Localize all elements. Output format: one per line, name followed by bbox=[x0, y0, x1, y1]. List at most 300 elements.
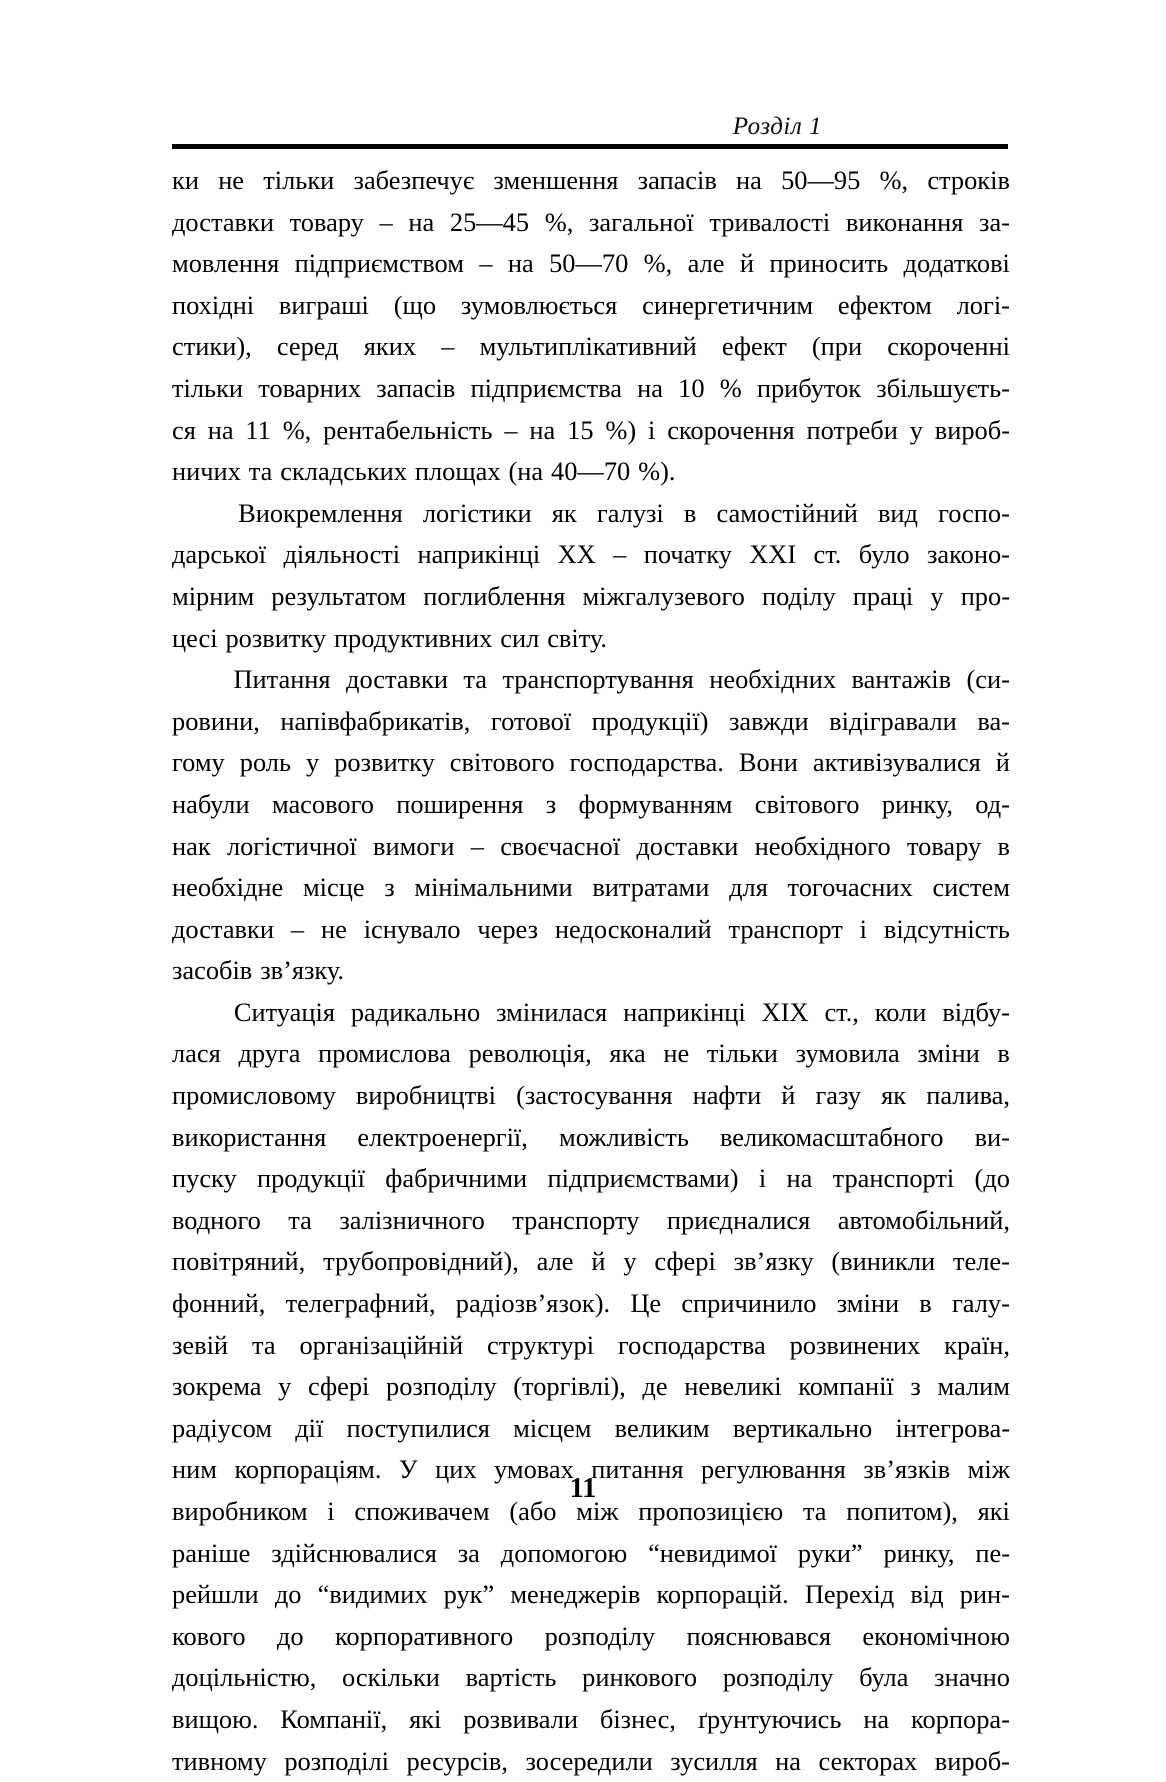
word: (що bbox=[393, 289, 437, 320]
word: на bbox=[736, 165, 762, 195]
word: великим bbox=[614, 1412, 710, 1443]
word: рук” bbox=[443, 1579, 495, 1610]
text-line bbox=[172, 1200, 1010, 1242]
word: вантажів bbox=[851, 664, 952, 695]
word: на bbox=[507, 248, 534, 279]
word: в bbox=[997, 830, 1010, 861]
word: друга bbox=[238, 1038, 301, 1069]
word: ровини, bbox=[172, 705, 260, 736]
word: з bbox=[384, 872, 395, 903]
word: розподілу bbox=[544, 1620, 656, 1651]
word: до bbox=[276, 1620, 304, 1651]
word: кового bbox=[172, 1620, 246, 1651]
word: галузі bbox=[596, 497, 664, 528]
word: своєчасної bbox=[500, 830, 621, 861]
word: XXI bbox=[749, 539, 797, 570]
word: од- bbox=[975, 788, 1010, 819]
word: дарської bbox=[172, 539, 267, 570]
word: рин- bbox=[959, 1579, 1010, 1610]
word: набули bbox=[172, 788, 250, 819]
word: економічною bbox=[862, 1620, 1010, 1651]
word: як bbox=[551, 497, 577, 528]
word: товарних bbox=[258, 372, 362, 403]
word: Ситуація bbox=[233, 996, 335, 1027]
word: промисловому bbox=[172, 1080, 336, 1111]
word: й bbox=[739, 248, 754, 279]
word: продукції) bbox=[591, 705, 709, 736]
word: від bbox=[910, 1579, 944, 1610]
word: необхідного bbox=[754, 830, 891, 861]
word: транспорті bbox=[832, 1163, 955, 1194]
word: тивному bbox=[172, 1745, 267, 1776]
word: розвитку bbox=[225, 622, 327, 653]
text-line bbox=[172, 202, 1010, 244]
word: в bbox=[919, 1288, 932, 1319]
text-line bbox=[172, 410, 1010, 452]
word: Виокремлення bbox=[238, 497, 403, 528]
text-line bbox=[172, 1117, 1010, 1159]
word: руки” bbox=[797, 1537, 863, 1568]
word: доставки bbox=[172, 206, 274, 237]
word: приносить bbox=[769, 248, 889, 279]
word: вид bbox=[877, 497, 918, 528]
word: (виникли bbox=[831, 1246, 936, 1277]
word: менеджерів bbox=[510, 1579, 641, 1610]
word: та bbox=[251, 1329, 276, 1360]
word: повітряний, bbox=[172, 1246, 306, 1277]
word: вартість bbox=[465, 1662, 557, 1693]
word: зв’язку. bbox=[260, 955, 345, 986]
word: попитом), bbox=[846, 1496, 958, 1526]
text-line bbox=[172, 867, 1010, 909]
word: до bbox=[274, 1579, 302, 1610]
word: зменшення bbox=[493, 165, 619, 195]
word: тільки bbox=[172, 372, 244, 403]
word: у bbox=[623, 1246, 637, 1277]
word: (на bbox=[508, 456, 544, 487]
text-line bbox=[172, 784, 1010, 826]
text-line bbox=[172, 1408, 1010, 1450]
word: %) bbox=[605, 414, 637, 445]
word: зусилля bbox=[670, 1745, 758, 1776]
paragraph bbox=[172, 992, 1010, 1782]
word: Компанії, bbox=[280, 1703, 388, 1734]
word: розподілу bbox=[722, 1662, 834, 1693]
word: тогочасних bbox=[787, 872, 913, 903]
word: лася bbox=[172, 1038, 221, 1069]
word: не bbox=[218, 165, 245, 195]
word: на bbox=[529, 414, 556, 445]
word: гому bbox=[172, 747, 225, 778]
word: фабричними bbox=[385, 1163, 528, 1194]
word: місце bbox=[302, 872, 365, 903]
text-line bbox=[172, 493, 1010, 535]
word: мірним bbox=[172, 580, 255, 611]
text-line bbox=[172, 326, 1010, 368]
word: діяльності bbox=[283, 539, 401, 570]
word: нак bbox=[172, 830, 211, 861]
word: вертикально bbox=[732, 1412, 873, 1443]
word: ва- bbox=[977, 705, 1010, 736]
word: для bbox=[729, 872, 768, 903]
word: ки bbox=[172, 165, 199, 195]
word: корпоративного bbox=[334, 1620, 514, 1651]
word: була bbox=[859, 1662, 909, 1693]
word: які bbox=[409, 1703, 442, 1734]
word: де bbox=[642, 1371, 668, 1402]
paragraph bbox=[172, 659, 1010, 992]
word: галу- bbox=[951, 1288, 1010, 1319]
word: логістики bbox=[422, 497, 532, 528]
word: 50—95 bbox=[781, 165, 861, 195]
word: про- bbox=[960, 580, 1010, 611]
word: запасів bbox=[376, 372, 456, 403]
paragraph bbox=[172, 493, 1010, 659]
word: (або bbox=[509, 1496, 557, 1526]
word: в bbox=[997, 1038, 1010, 1069]
word: законо- bbox=[927, 539, 1010, 570]
word: збільшуєть- bbox=[876, 372, 1010, 403]
word: (торгівлі), bbox=[513, 1371, 626, 1402]
word: розвинених bbox=[789, 1329, 921, 1360]
word: зевій bbox=[172, 1329, 229, 1360]
word: формуванням bbox=[578, 788, 733, 819]
word: з bbox=[545, 788, 557, 819]
word: виробництві bbox=[355, 1080, 496, 1111]
word: допомогою bbox=[500, 1537, 628, 1568]
word: структурі bbox=[487, 1329, 595, 1360]
word: світового bbox=[754, 788, 860, 819]
word: зосередили bbox=[525, 1745, 653, 1776]
word: зумовила bbox=[795, 1038, 900, 1069]
word: з bbox=[910, 1371, 921, 1402]
word: відігравали bbox=[829, 705, 957, 736]
word: – bbox=[613, 539, 627, 570]
text-line bbox=[172, 1241, 1010, 1283]
text-line bbox=[172, 909, 1010, 951]
word: витратами bbox=[592, 872, 710, 903]
word: існувало bbox=[363, 913, 461, 944]
text-line bbox=[172, 701, 1010, 743]
word: продуктивних bbox=[333, 622, 493, 653]
word: 10 bbox=[678, 372, 705, 403]
word: приєдналися bbox=[666, 1204, 811, 1235]
word: палива, bbox=[926, 1080, 1010, 1111]
word: розвитку bbox=[334, 747, 435, 778]
word: виграші bbox=[278, 289, 369, 320]
word: вимоги bbox=[373, 830, 455, 861]
word: XIX bbox=[761, 996, 809, 1027]
word: доставки bbox=[346, 664, 448, 695]
word: пуску bbox=[172, 1163, 237, 1194]
word: ст. bbox=[813, 539, 842, 570]
word: революція, bbox=[468, 1038, 592, 1069]
text-line bbox=[172, 1699, 1010, 1741]
word: товару bbox=[906, 830, 982, 861]
word: інтегрова- bbox=[895, 1412, 1010, 1443]
word: прибуток bbox=[756, 372, 862, 403]
word: водного bbox=[172, 1204, 261, 1235]
word: пояснювався bbox=[686, 1620, 831, 1651]
word: ринку, bbox=[881, 788, 953, 819]
word: ефект bbox=[721, 331, 787, 362]
word: ґрунтуючись bbox=[697, 1703, 842, 1734]
text-line bbox=[172, 1158, 1010, 1200]
word: рентабельність bbox=[323, 414, 493, 445]
word: теле- bbox=[953, 1246, 1010, 1277]
word: %, bbox=[544, 206, 574, 237]
word: ефектом bbox=[837, 289, 932, 320]
word: Питання bbox=[233, 664, 331, 695]
word: масового bbox=[271, 788, 374, 819]
word: цих bbox=[435, 1454, 477, 1485]
word: логі- bbox=[956, 289, 1010, 320]
word: на bbox=[207, 414, 234, 445]
word: доставки bbox=[172, 913, 274, 944]
word: господарства. bbox=[569, 747, 724, 778]
word: площах bbox=[414, 456, 501, 487]
word: поглиблення bbox=[423, 580, 566, 611]
word: спричинило bbox=[681, 1288, 817, 1319]
word: радикально bbox=[350, 996, 481, 1027]
word: необхідне bbox=[172, 872, 284, 903]
word: у bbox=[306, 747, 320, 778]
word: не bbox=[663, 1038, 690, 1069]
word: у bbox=[278, 1371, 292, 1402]
word: не bbox=[320, 913, 347, 944]
word: господарства bbox=[617, 1329, 766, 1360]
word: логістичної bbox=[226, 830, 357, 861]
word: товару bbox=[289, 206, 364, 237]
word: 11 bbox=[245, 414, 271, 445]
word: газу bbox=[815, 1080, 862, 1111]
word: наприкінці bbox=[623, 996, 746, 1027]
word: умовах bbox=[494, 1454, 574, 1485]
word: похідні bbox=[172, 289, 255, 320]
word: транспорт bbox=[728, 913, 843, 944]
word: зумовлюється bbox=[460, 289, 618, 320]
word: і bbox=[648, 414, 656, 445]
word: %, bbox=[879, 165, 909, 195]
text-line bbox=[172, 1657, 1010, 1699]
word: раніше bbox=[172, 1537, 251, 1568]
word: – bbox=[470, 830, 484, 861]
word: вироб- bbox=[934, 414, 1010, 445]
word: малим bbox=[937, 1371, 1010, 1402]
word: – bbox=[441, 331, 455, 362]
word: корпора- bbox=[911, 1703, 1010, 1734]
word: %, bbox=[643, 248, 673, 279]
word: – bbox=[479, 248, 493, 279]
word: початку bbox=[643, 539, 732, 570]
word: результатом bbox=[271, 580, 407, 611]
word: ринку, bbox=[883, 1537, 955, 1568]
text-line bbox=[172, 618, 1010, 660]
word: ринкового bbox=[582, 1662, 698, 1693]
word: ним bbox=[172, 1454, 217, 1485]
word: корпораціям. bbox=[234, 1454, 382, 1485]
word: “невидимої bbox=[648, 1537, 777, 1568]
paragraph bbox=[172, 160, 1010, 493]
word: складських bbox=[280, 456, 407, 487]
word: тільки bbox=[706, 1038, 778, 1069]
word: ст., bbox=[824, 996, 859, 1027]
word: стики), bbox=[172, 331, 252, 362]
word: міжгалузевого bbox=[582, 580, 745, 611]
word: великомасштабного bbox=[720, 1121, 944, 1152]
word: вироб- bbox=[934, 1745, 1010, 1776]
word: дії bbox=[295, 1412, 324, 1443]
word: потреби bbox=[806, 414, 898, 445]
word: мультиплікативний bbox=[479, 331, 697, 362]
word: промислова bbox=[318, 1038, 451, 1069]
text-line bbox=[172, 742, 1010, 784]
page-number: 11 bbox=[569, 1473, 597, 1504]
word: фонний, bbox=[172, 1288, 266, 1319]
word: доставки bbox=[636, 830, 739, 861]
text-line bbox=[172, 1325, 1010, 1367]
word: й bbox=[591, 1246, 606, 1277]
word: запасів bbox=[637, 165, 717, 195]
word: – bbox=[504, 414, 518, 445]
word: У bbox=[398, 1454, 418, 1485]
word: розподілі bbox=[284, 1745, 389, 1776]
word: значно bbox=[934, 1662, 1010, 1693]
word: завжди bbox=[729, 705, 809, 736]
word: на bbox=[637, 372, 663, 403]
word: та bbox=[463, 664, 487, 695]
word: підприємствами) bbox=[547, 1163, 739, 1194]
text-line bbox=[172, 1741, 1010, 1782]
word: і bbox=[859, 913, 868, 944]
word: транспорту bbox=[512, 1204, 640, 1235]
text-line bbox=[172, 950, 1010, 992]
word: госпо- bbox=[938, 497, 1010, 528]
text-line bbox=[172, 1033, 1010, 1075]
word: ничих bbox=[172, 456, 241, 487]
word: розвивали bbox=[463, 1703, 579, 1734]
header-rule bbox=[172, 144, 1008, 149]
word: країн, bbox=[944, 1329, 1010, 1360]
word: але bbox=[687, 248, 725, 279]
word: тривалості bbox=[709, 206, 831, 237]
word: готової bbox=[490, 705, 572, 736]
word: зокрема bbox=[172, 1371, 262, 1402]
text-line bbox=[172, 534, 1010, 576]
word: – bbox=[290, 913, 305, 944]
text-line bbox=[172, 451, 1010, 493]
word: у bbox=[909, 414, 923, 445]
word: зміни bbox=[917, 1038, 980, 1069]
word: засобів bbox=[172, 955, 253, 986]
word: споживачем bbox=[354, 1496, 490, 1526]
word: телеграфний, bbox=[285, 1288, 436, 1319]
word: підприємства bbox=[470, 372, 622, 403]
word: серед bbox=[276, 331, 339, 362]
word: активізувалися bbox=[812, 747, 981, 778]
word: зміни bbox=[836, 1288, 900, 1319]
word: використання bbox=[172, 1121, 327, 1152]
word: нафти bbox=[692, 1080, 762, 1111]
word: пропозицією bbox=[638, 1496, 784, 1526]
word: за- bbox=[979, 206, 1010, 237]
word: систем bbox=[932, 872, 1010, 903]
word: радіусом bbox=[172, 1412, 272, 1443]
word: коли bbox=[874, 996, 927, 1027]
word: Перехід bbox=[804, 1579, 895, 1610]
word: поступилися bbox=[346, 1412, 490, 1443]
word: світу. bbox=[547, 622, 608, 653]
word: забезпечує bbox=[353, 165, 475, 195]
word: трубопровідний), bbox=[323, 1246, 519, 1277]
word: бізнес, bbox=[599, 1703, 676, 1734]
word: тільки bbox=[263, 165, 335, 195]
text-line bbox=[172, 243, 1010, 285]
word: та bbox=[248, 456, 273, 487]
word: цесі bbox=[172, 622, 218, 653]
word: між bbox=[576, 1496, 619, 1526]
word: % bbox=[719, 372, 742, 403]
running-header bbox=[172, 112, 1008, 149]
word: наприкінці bbox=[417, 539, 541, 570]
word: %). bbox=[638, 456, 676, 487]
word: через bbox=[477, 913, 539, 944]
word: напівфабрикатів, bbox=[280, 705, 471, 736]
word: регулювання bbox=[700, 1454, 846, 1485]
word: підприємством bbox=[294, 248, 464, 279]
word: відсутність bbox=[883, 913, 1010, 944]
text-line bbox=[172, 1574, 1010, 1616]
word: секторах bbox=[818, 1745, 918, 1776]
text-line bbox=[172, 160, 1010, 202]
word: недосконалий bbox=[554, 913, 712, 944]
running-header-title: Розділ 1 bbox=[732, 113, 822, 140]
word: питання bbox=[591, 1454, 684, 1485]
word: і bbox=[327, 1496, 335, 1526]
word: поділу bbox=[761, 580, 836, 611]
word: й bbox=[781, 1080, 796, 1111]
word: ся bbox=[172, 414, 196, 445]
word: невеликі bbox=[684, 1371, 782, 1402]
text-line bbox=[172, 1283, 1010, 1325]
word: (при bbox=[811, 331, 863, 362]
word: було bbox=[858, 539, 910, 570]
text-line bbox=[172, 1616, 1010, 1658]
word: вищою. bbox=[172, 1703, 259, 1734]
word: синергетичним bbox=[642, 289, 814, 320]
word: та bbox=[288, 1204, 312, 1235]
word: між bbox=[967, 1454, 1010, 1485]
text-line bbox=[172, 285, 1010, 327]
text-line bbox=[172, 576, 1010, 618]
word: радіозв’язок). bbox=[455, 1288, 611, 1319]
word: скорочення bbox=[667, 414, 795, 445]
word: сфері bbox=[307, 1371, 370, 1402]
word: сил bbox=[500, 622, 540, 653]
word: у bbox=[930, 580, 944, 611]
word: і bbox=[758, 1163, 767, 1194]
word: можливість bbox=[559, 1121, 689, 1152]
word: необхідних bbox=[709, 664, 837, 695]
word: світового bbox=[449, 747, 555, 778]
word: сфері bbox=[654, 1246, 716, 1277]
word: організаційній bbox=[299, 1329, 464, 1360]
word: оскільки bbox=[342, 1662, 440, 1693]
word: виконання bbox=[845, 206, 964, 237]
word: поширення bbox=[396, 788, 524, 819]
word: %, bbox=[282, 414, 312, 445]
word: пе- bbox=[975, 1537, 1010, 1568]
